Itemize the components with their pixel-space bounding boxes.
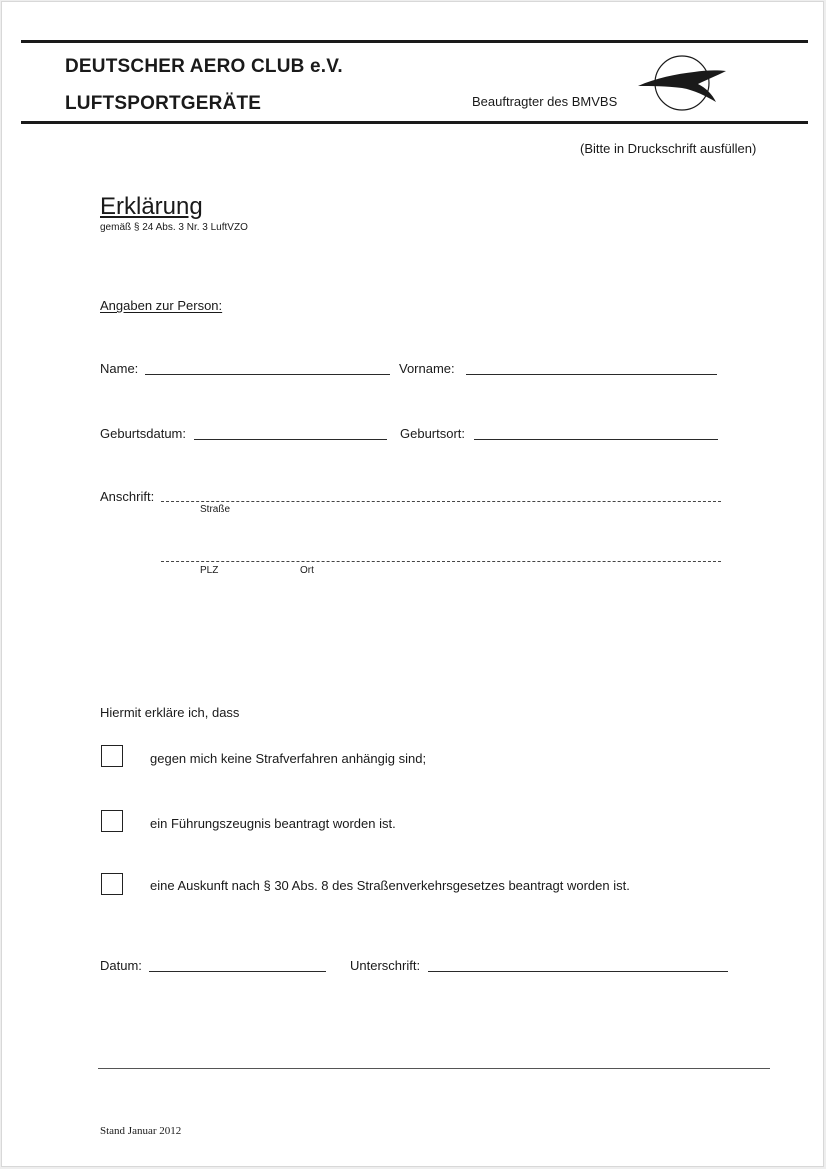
- geburtsort-field[interactable]: [474, 439, 718, 440]
- plz-ort-field[interactable]: [161, 561, 721, 562]
- geburtsort-label: Geburtsort:: [400, 426, 466, 441]
- authority-text: Beauftragter des BMVBS: [472, 94, 618, 109]
- anschrift-label: Anschrift:: [100, 489, 155, 504]
- option-certificate: ein Führungszeugnis beantragt worden ist.: [150, 816, 396, 831]
- datum-field[interactable]: [149, 971, 326, 972]
- name-label: Name:: [100, 361, 139, 376]
- form-page: [1, 1, 824, 1167]
- plz-hint: PLZ: [200, 565, 219, 576]
- strasse-field[interactable]: [161, 501, 721, 502]
- unterschrift-label: Unterschrift:: [350, 958, 421, 973]
- legal-reference: gemäß § 24 Abs. 3 Nr. 3 LuftVZO: [100, 222, 248, 233]
- ort-hint: Ort: [300, 565, 314, 576]
- print-instruction: (Bitte in Druckschrift ausfüllen): [580, 141, 757, 156]
- option-no-proceedings: gegen mich keine Strafverfahren anhängig sind;: [150, 751, 427, 766]
- stand-date: Stand Januar 2012: [100, 1125, 182, 1137]
- org-name: DEUTSCHER AERO CLUB e.V.: [65, 56, 343, 77]
- section-person-heading: Angaben zur Person:: [100, 298, 223, 313]
- option-traffic-register: eine Auskunft nach § 30 Abs. 8 des Straßenverkehrsgesetzes beantragt worden ist.: [150, 878, 630, 893]
- datum-label: Datum:: [100, 958, 142, 973]
- declaration-intro: Hiermit erkläre ich, dass: [100, 705, 240, 720]
- header-top-rule: [21, 40, 808, 43]
- department-name: LUFTSPORTGERÄTE: [65, 93, 262, 114]
- geburtsdatum-field[interactable]: [194, 439, 387, 440]
- footer-rule: [98, 1068, 770, 1069]
- checkbox-traffic-register[interactable]: [101, 873, 123, 895]
- checkbox-no-proceedings[interactable]: [101, 745, 123, 767]
- unterschrift-field[interactable]: [428, 971, 728, 972]
- vorname-field[interactable]: [466, 374, 717, 375]
- name-field[interactable]: [145, 374, 390, 375]
- page-title: Erklärung: [100, 193, 203, 220]
- checkbox-certificate[interactable]: [101, 810, 123, 832]
- dac-logo-icon: [636, 54, 728, 112]
- vorname-label: Vorname:: [399, 361, 455, 376]
- geburtsdatum-label: Geburtsdatum:: [100, 426, 186, 441]
- header-bottom-rule: [21, 121, 808, 124]
- strasse-hint: Straße: [200, 504, 231, 515]
